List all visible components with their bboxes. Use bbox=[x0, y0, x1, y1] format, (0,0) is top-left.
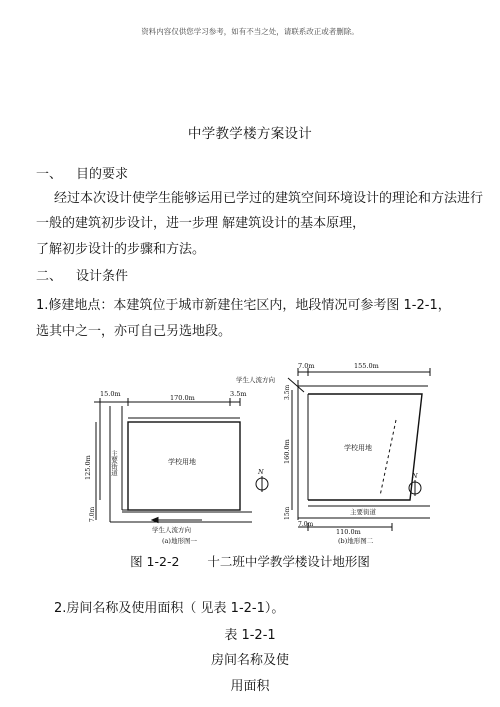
item-1-line-1: 1.修建地点：本建筑位于城市新建住宅区内，地段情况可参考图 1-2-1， bbox=[36, 298, 451, 313]
figure-number: 图 1-2-2 bbox=[130, 554, 180, 569]
left-north-label: N bbox=[258, 468, 264, 476]
right-north-label: N bbox=[412, 472, 418, 480]
site-plan-drawing bbox=[84, 360, 432, 545]
para-1-line-3: 了解初步设计的步骤和方法。 bbox=[36, 242, 206, 257]
left-figure-caption: (a)地形图一 bbox=[162, 537, 197, 545]
left-site-label: 学校用地 bbox=[168, 458, 196, 466]
left-dim-top-label: 15.0m bbox=[100, 390, 121, 398]
right-flow-label: 学生人流方向 bbox=[236, 376, 275, 384]
right-dim-bottom-left-label: 15m bbox=[284, 506, 291, 520]
header-disclaimer: 资料内容仅供您学习参考，如有不当之处，请联系改正或者删除。 bbox=[141, 27, 359, 36]
section-2-title: 设计条件 bbox=[76, 269, 129, 284]
para-1-line-1: 经过本次设计使学生能够运用已学过的建筑空间环境设计的理论和方法进行 bbox=[54, 191, 484, 206]
right-dim-top-label: 7.0m bbox=[298, 362, 315, 370]
table-label: 表 1-2-1 bbox=[224, 628, 276, 643]
table-title-line-1: 房间名称及使 bbox=[210, 653, 289, 668]
item-1-line-2: 选其中之一，亦可自己另选地段。 bbox=[36, 324, 232, 339]
right-dim-bottom-label: 110.0m bbox=[336, 528, 361, 536]
right-dim-left-label: 3.5m bbox=[284, 384, 291, 400]
table-title-line-2: 用面积 bbox=[230, 679, 270, 694]
right-dim-bottom-small-label: 7.0m bbox=[298, 521, 314, 528]
section-1-title: 目的要求 bbox=[76, 167, 129, 182]
para-1-line-2: 一般的建筑初步设计，进一步理 解建筑设计的基本原理， bbox=[36, 216, 366, 231]
section-2-heading bbox=[36, 265, 128, 284]
section-1-number: 一、 bbox=[36, 167, 63, 182]
right-site-dashed-line bbox=[380, 420, 396, 496]
left-dim-right-label: 3.5m bbox=[230, 390, 247, 398]
section-2-number: 二、 bbox=[36, 269, 63, 284]
site-plan-figure bbox=[84, 360, 432, 545]
left-road-label: 主要街道 bbox=[110, 450, 118, 476]
document-title: 中学教学楼方案设计 bbox=[187, 126, 313, 142]
right-road-label: 主要街道 bbox=[350, 508, 376, 516]
section-1-heading bbox=[36, 163, 128, 182]
left-dim-mid-label: 170.0m bbox=[170, 394, 195, 402]
right-dim-height-label: 160.0m bbox=[283, 439, 291, 464]
item-2: 2.房间名称及使用面积（ 见表 1-2-1）。 bbox=[54, 601, 285, 616]
left-site-boundary bbox=[128, 422, 240, 510]
right-figure-caption: (b)地形图二 bbox=[338, 537, 374, 545]
right-site-label: 学校用地 bbox=[344, 444, 372, 452]
left-flow-label: 学生人流方向 bbox=[152, 526, 191, 534]
left-dim-height-label: 125.0m bbox=[84, 455, 92, 480]
right-dim-top2-label: 155.0m bbox=[354, 362, 379, 370]
figure-caption bbox=[0, 552, 500, 570]
figure-title: 十二班中学教学楼设计地形图 bbox=[207, 554, 370, 569]
left-dim-bottom-label: 7.0m bbox=[89, 506, 96, 522]
